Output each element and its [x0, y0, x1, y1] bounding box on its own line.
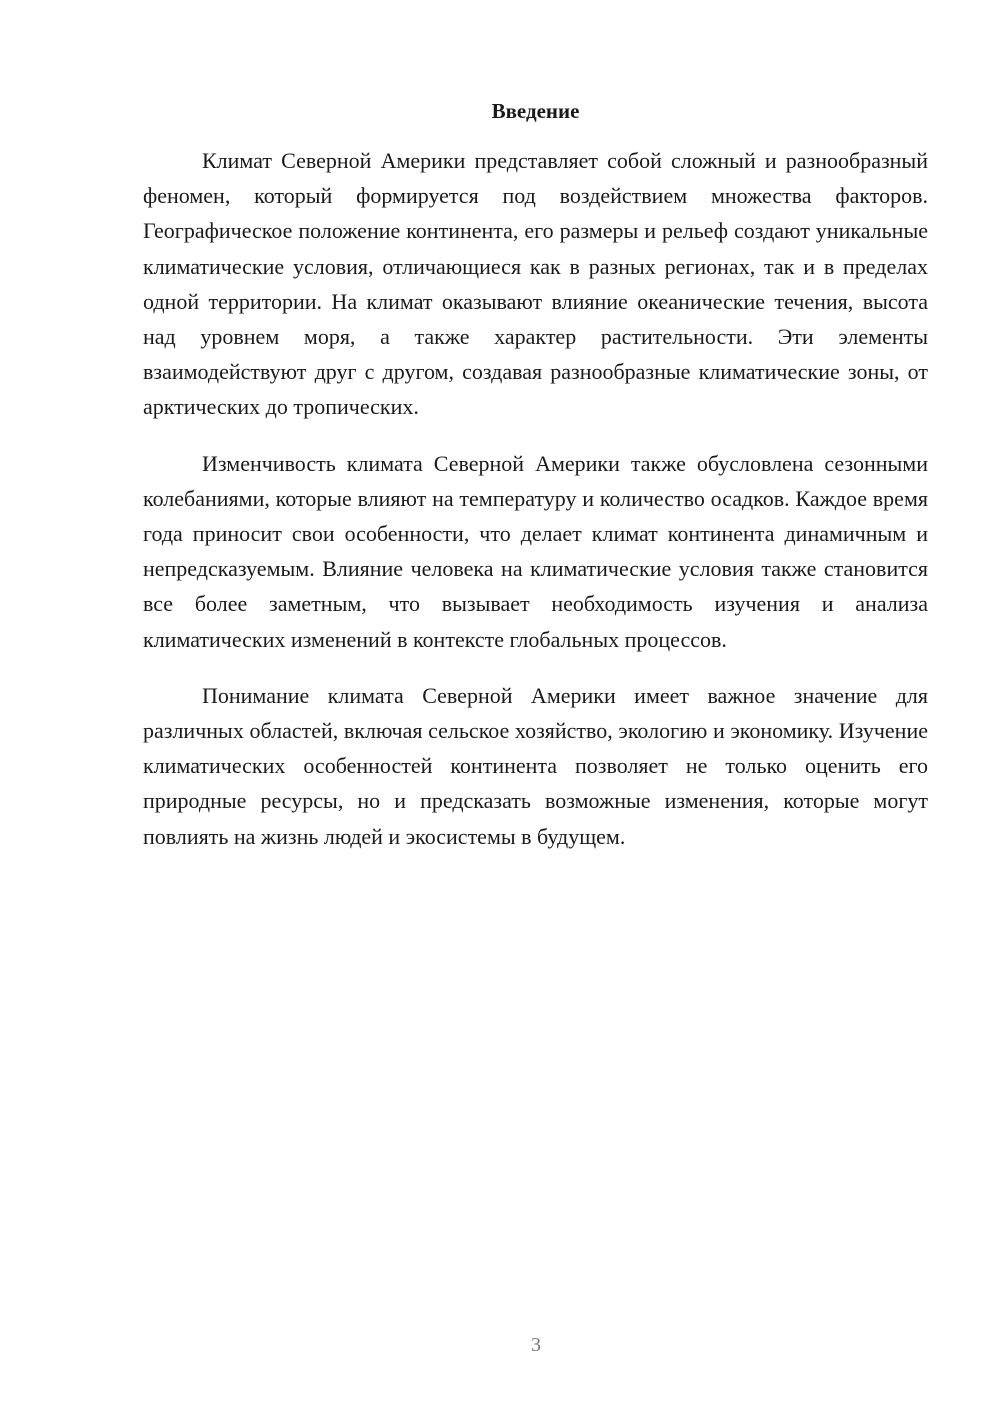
body-text	[143, 143, 928, 875]
paragraph-2: Изменчивость климата Северной Америки также обусловлена сезонными колебаниями, которые влияют на температуру и количество осадков. Каждое время года приносит свои особенности, что делает климат континента динамичным и непредсказуемым. Влияние человека на климатические условия также становится все более заметным, что вызывает необходимость изучения и анализа климатических изменений в контексте глобальных процессов.	[143, 450, 928, 652]
page-number: 3	[531, 1334, 541, 1356]
paragraph-1: Климат Северной Америки представляет собой сложный и разнообразный феномен, который формируется под воздействием множества факторов. Географическое положение континента, его размеры и рельеф создают уникальные климатические условия, отличающиеся как в разных регионах, так и в пределах одной территории. На климат оказывают влияние океанические течения, высота над уровнем моря, а также характер растительности. Эти элементы взаимодействуют друг с другом, создавая разнообразные климатические зоны, от арктических до тропических.	[143, 148, 928, 420]
section-heading: Введение	[491, 99, 580, 123]
paragraph-3: Понимание климата Северной Америки имеет важное значение для различных областей, включая сельское хозяйство, экологию и экономику. Изучение климатических особенностей континента позволяет не только оценить его природные ресурсы, но и предсказать возможные изменения, которые могут повлиять на жизнь людей и экосистемы в будущем.	[143, 682, 928, 849]
